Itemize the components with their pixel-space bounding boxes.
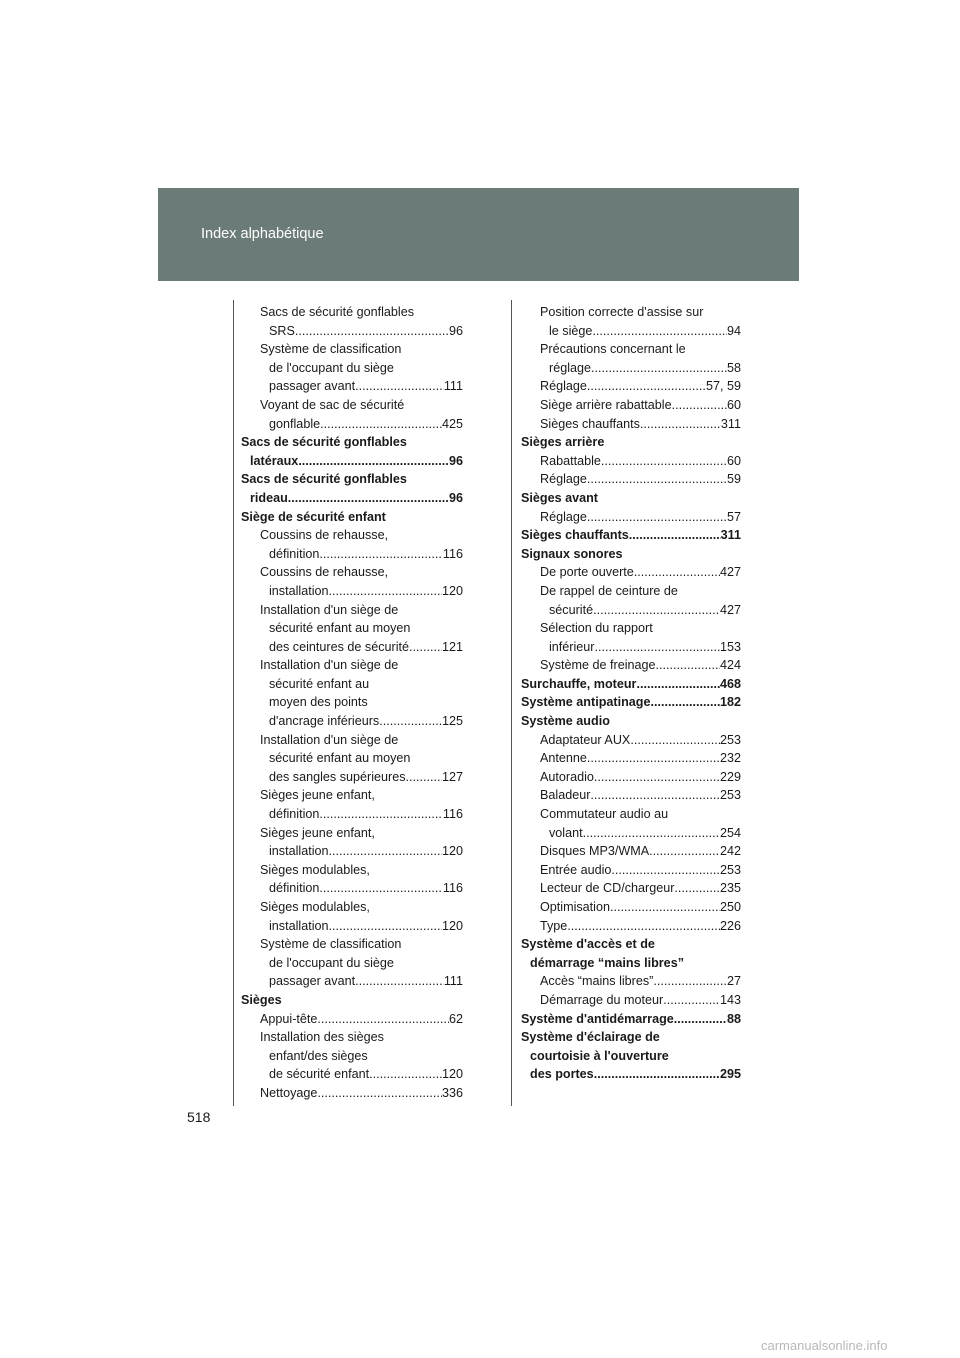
index-entry-text: Sacs de sécurité gonflables [241, 435, 407, 450]
index-entry-text: Système audio [521, 714, 610, 729]
index-column-right [521, 303, 741, 1084]
header-title: Index alphabétique [201, 226, 324, 242]
index-entry [521, 1028, 741, 1047]
index-entry-page: 242 [719, 844, 741, 859]
index-entry-text: Système d'antidémarrage [521, 1011, 674, 1026]
index-entry-text: Système antipatinage [521, 695, 651, 710]
index-entry-text: Entrée audio [540, 862, 612, 877]
index-entry [521, 972, 741, 991]
index-entry-text: Lecteur de CD/chargeur [540, 881, 675, 896]
index-entry-text: Sièges jeune enfant, [260, 825, 375, 840]
index-entry [521, 322, 741, 341]
index-entry-page: 96 [448, 490, 463, 505]
leader-dots [587, 508, 727, 527]
index-entry [241, 396, 463, 415]
index-entry-text: enfant/des sièges [269, 1048, 368, 1063]
index-entry-text: passager avant [269, 379, 356, 394]
index-entry-text: des sangles supérieures [269, 769, 406, 784]
index-entry-text: Coussins de rehausse, [260, 528, 389, 543]
index-entry [241, 1028, 463, 1047]
index-entry [521, 805, 741, 824]
index-entry [241, 601, 463, 620]
index-entry [241, 972, 463, 991]
index-entry [241, 693, 463, 712]
index-entry [241, 563, 463, 582]
index-entry-text: Système de classification [260, 937, 402, 952]
leader-dots [594, 768, 720, 787]
index-entry-text: réglage [549, 360, 592, 375]
index-entry-text: Siège de sécurité enfant [241, 509, 386, 524]
index-entry-text: Démarrage du moteur [540, 992, 664, 1007]
index-entry-text: Installation des sièges [260, 1030, 384, 1045]
index-entry [521, 526, 741, 545]
index-entry [521, 712, 741, 731]
index-entry [241, 489, 463, 508]
index-entry-text: Système de classification [260, 342, 402, 357]
index-entry [521, 340, 741, 359]
index-entry-text: Sièges avant [521, 490, 599, 505]
index-entry-text: des portes [530, 1067, 594, 1082]
index-entry-text: Réglage [540, 509, 587, 524]
index-entry-page: 235 [719, 881, 741, 896]
index-entry-text: Nettoyage [260, 1085, 318, 1100]
index-entry [521, 433, 741, 452]
index-entry [241, 805, 463, 824]
leader-dots [295, 322, 449, 341]
leader-dots [674, 1010, 727, 1029]
leader-dots [319, 545, 443, 564]
index-entry [521, 415, 741, 434]
index-entry [241, 712, 463, 731]
index-entry-text: le siège [549, 323, 593, 338]
index-entry [521, 898, 741, 917]
index-entry-text: d'ancrage inférieurs [269, 714, 380, 729]
leader-dots [610, 898, 720, 917]
index-entry-page: 254 [719, 825, 741, 840]
index-entry [241, 842, 463, 861]
index-entry-text: Adaptateur AUX [540, 732, 631, 747]
index-entry [241, 898, 463, 917]
index-entry-text: Coussins de rehausse, [260, 565, 389, 580]
index-entry-text: Surchauffe, moteur [521, 676, 637, 691]
index-entry-text: Sièges modulables, [260, 862, 370, 877]
index-entry [241, 768, 463, 787]
index-entry [241, 1047, 463, 1066]
index-entry-text: Réglage [540, 472, 587, 487]
leader-dots [650, 693, 720, 712]
leader-dots [329, 842, 442, 861]
index-entry [241, 786, 463, 805]
index-entry-page: 250 [719, 900, 741, 914]
index-entry-page: 229 [719, 769, 741, 784]
index-entry [521, 303, 741, 322]
leader-dots [355, 972, 444, 991]
index-entry-text: Sièges chauffants [540, 416, 640, 431]
index-entry [521, 879, 741, 898]
index-entry-text: Type [540, 918, 568, 933]
leader-dots [319, 879, 443, 898]
index-entry-text: installation [269, 583, 329, 598]
index-entry-text: De rappel de ceinture de [540, 583, 678, 598]
index-entry [241, 526, 463, 545]
leader-dots [317, 1084, 442, 1103]
index-entry-text: Commutateur audio au [540, 807, 669, 822]
index-entry [241, 675, 463, 694]
leader-dots [592, 322, 727, 341]
index-entry [241, 322, 463, 341]
leader-dots [634, 563, 720, 582]
index-entry [521, 396, 741, 415]
index-entry-page: 57 [726, 509, 741, 524]
leader-dots [590, 786, 720, 805]
leader-dots [583, 824, 720, 843]
index-entry-page: 58 [726, 360, 741, 375]
index-entry-text: définition [269, 546, 320, 561]
index-entry-text: Sièges chauffants [521, 528, 629, 543]
index-entry-text: passager avant [269, 974, 356, 989]
index-entry-page: 424 [719, 658, 741, 673]
index-entry-page: 425 [441, 416, 463, 431]
index-entry [241, 935, 463, 954]
leader-dots [663, 991, 720, 1010]
index-entry [521, 749, 741, 768]
index-entry-text: sécurité [549, 602, 594, 617]
index-entry-page: 57, 59 [705, 379, 741, 394]
index-entry-text: Siège arrière rabattable [540, 397, 672, 412]
index-entry-text: Antenne [540, 751, 587, 766]
index-entry [241, 545, 463, 564]
index-entry-text: de sécurité enfant [269, 1067, 370, 1082]
index-entry-text: définition [269, 881, 320, 896]
index-entry-page: 468 [719, 676, 741, 691]
index-entry [241, 359, 463, 378]
index-entry-text: moyen des points [269, 695, 368, 710]
index-entry-text: De porte ouverte [540, 565, 634, 580]
index-entry [241, 749, 463, 768]
index-entry [241, 731, 463, 750]
index-entry-page: 143 [719, 992, 741, 1007]
index-entry-text: Sièges jeune enfant, [260, 788, 375, 803]
index-entry-page: 96 [448, 323, 463, 338]
index-entry [521, 638, 741, 657]
index-entry-page: 27 [726, 974, 741, 989]
index-entry-text: inférieur [549, 639, 595, 654]
index-entry-page: 60 [726, 397, 741, 412]
page-number: 518 [187, 1109, 211, 1125]
index-entry [521, 601, 741, 620]
index-entry-text: installation [269, 918, 329, 933]
index-entry [521, 935, 741, 954]
leader-dots [379, 712, 442, 731]
index-entry [521, 991, 741, 1010]
leader-dots [319, 805, 443, 824]
index-entry-text: sécurité enfant au moyen [269, 621, 411, 636]
leader-dots [591, 359, 727, 378]
index-entry-page: 226 [719, 918, 741, 933]
index-entry [241, 377, 463, 396]
index-entry-text: Système d'accès et de [521, 937, 655, 952]
leader-dots [649, 842, 720, 861]
index-entry-page: 253 [719, 862, 741, 877]
index-entry [521, 861, 741, 880]
index-entry [241, 433, 463, 452]
index-entry-page: 111 [443, 974, 463, 989]
header-band [158, 188, 799, 281]
watermark: carmanualsonline.info [761, 1338, 888, 1353]
index-entry-page: 427 [719, 565, 741, 580]
index-entry [241, 1010, 463, 1029]
leader-dots [653, 972, 727, 991]
index-entry-page: 427 [719, 602, 741, 617]
index-entry [521, 1010, 741, 1029]
index-entry-page: 94 [726, 323, 741, 338]
index-entry-page: 121 [441, 639, 463, 654]
index-entry [241, 303, 463, 322]
index-entry-text: Accès “mains libres” [540, 974, 654, 989]
leader-dots [630, 731, 720, 750]
index-entry [521, 786, 741, 805]
index-entry-text: Sièges modulables, [260, 900, 370, 914]
index-entry [521, 731, 741, 750]
index-entry-page: 311 [720, 528, 741, 543]
leader-dots [595, 638, 720, 657]
leader-dots [629, 526, 721, 545]
index-entry [241, 582, 463, 601]
index-entry-text: définition [269, 807, 320, 822]
index-entry-text: rideau [250, 490, 288, 505]
index-entry [521, 545, 741, 564]
leader-dots [298, 452, 449, 471]
leader-dots [594, 1065, 720, 1084]
leader-dots [611, 861, 720, 880]
index-entry [521, 768, 741, 787]
leader-dots [593, 601, 720, 620]
index-entry-page: 153 [719, 639, 741, 654]
leader-dots [406, 768, 442, 787]
index-entry-text: Signaux sonores [521, 546, 623, 561]
index-entry-text: Optimisation [540, 900, 610, 914]
index-entry [241, 656, 463, 675]
leader-dots [329, 917, 442, 936]
index-entry-text: Sacs de sécurité gonflables [260, 305, 415, 319]
index-entry-text: Système d'éclairage de [521, 1030, 660, 1045]
leader-dots [320, 415, 442, 434]
index-entry-text: Réglage [540, 379, 587, 394]
index-entry [241, 917, 463, 936]
index-entry-page: 232 [719, 751, 741, 766]
index-entry-page: 116 [442, 546, 463, 561]
index-entry-page: 116 [442, 807, 463, 822]
leader-dots [587, 377, 706, 396]
index-entry [521, 693, 741, 712]
index-entry [241, 508, 463, 527]
index-entry-text: Disques MP3/WMA [540, 844, 650, 859]
index-entry-text: Rabattable [540, 453, 601, 468]
index-entry [521, 377, 741, 396]
index-entry-text: des ceintures de sécurité [269, 639, 410, 654]
index-entry [241, 638, 463, 657]
index-entry-text: Sélection du rapport [540, 621, 653, 636]
index-entry [521, 954, 741, 973]
index-entry-text: Sièges [241, 992, 282, 1007]
index-entry-text: courtoisie à l'ouverture [530, 1048, 669, 1063]
index-entry-text: Système de freinage [540, 658, 656, 673]
index-entry [521, 582, 741, 601]
index-entry [521, 452, 741, 471]
index-entry [521, 359, 741, 378]
index-entry [521, 563, 741, 582]
index-entry [521, 1065, 741, 1084]
index-entry [521, 675, 741, 694]
index-entry-text: Appui-tête [260, 1011, 318, 1026]
index-entry [241, 340, 463, 359]
index-entry-page: 111 [443, 379, 463, 394]
index-entry [521, 917, 741, 936]
index-entry-text: sécurité enfant au moyen [269, 751, 411, 766]
index-entry-page: 311 [720, 416, 741, 431]
index-entry [241, 415, 463, 434]
index-entry-text: Sièges arrière [521, 435, 605, 450]
index-entry-page: 253 [719, 732, 741, 747]
index-entry [241, 470, 463, 489]
leader-dots [409, 638, 442, 657]
index-entry-page: 125 [441, 714, 463, 729]
index-entry-text: latéraux [250, 453, 299, 468]
index-entry-page: 60 [726, 453, 741, 468]
index-entry [241, 1084, 463, 1103]
index-entry-text: Installation d'un siège de [260, 732, 399, 747]
index-entry-page: 59 [726, 472, 741, 487]
index-entry-text: SRS [269, 323, 295, 338]
index-entry-text: Voyant de sac de sécurité [260, 397, 405, 412]
leader-dots [355, 377, 444, 396]
index-entry [241, 824, 463, 843]
index-entry-text: Précautions concernant le [540, 342, 686, 357]
index-entry [241, 1065, 463, 1084]
leader-dots [587, 749, 720, 768]
index-entry-text: de l'occupant du siège [269, 955, 394, 970]
leader-dots [329, 582, 442, 601]
index-entry [241, 991, 463, 1010]
index-entry [241, 452, 463, 471]
index-entry-page: 96 [448, 453, 463, 468]
index-entry-page: 120 [441, 583, 463, 598]
index-entry-text: démarrage “mains libres” [530, 955, 684, 970]
index-entry [241, 619, 463, 638]
index-entry [241, 879, 463, 898]
index-entry [521, 842, 741, 861]
index-entry-page: 120 [441, 844, 463, 859]
index-entry [521, 656, 741, 675]
index-entry-text: installation [269, 844, 329, 859]
index-entry-text: de l'occupant du siège [269, 360, 394, 375]
index-entry-text: Sacs de sécurité gonflables [241, 472, 407, 487]
index-entry [521, 824, 741, 843]
index-entry [241, 861, 463, 880]
index-column-left [241, 303, 463, 1103]
leader-dots [288, 489, 449, 508]
index-entry-text: volant [549, 825, 583, 840]
leader-dots [587, 470, 727, 489]
index-entry-text: Installation d'un siège de [260, 658, 399, 673]
leader-dots [369, 1065, 442, 1084]
column-divider-left [233, 300, 234, 1106]
leader-dots [640, 415, 721, 434]
index-entry [521, 508, 741, 527]
index-entry-page: 182 [719, 695, 741, 710]
index-entry-page: 62 [448, 1011, 463, 1026]
index-entry-page: 88 [726, 1011, 741, 1026]
index-entry-text: gonflable [269, 416, 321, 431]
index-entry-page: 295 [719, 1067, 741, 1082]
leader-dots [656, 656, 720, 675]
index-entry-page: 120 [441, 918, 463, 933]
index-entry [241, 954, 463, 973]
index-entry [521, 489, 741, 508]
index-entry-text: Position correcte d'assise sur [540, 305, 704, 319]
leader-dots [636, 675, 720, 694]
leader-dots [601, 452, 727, 471]
index-entry-page: 116 [442, 881, 463, 896]
index-entry [521, 619, 741, 638]
column-divider-middle [511, 300, 512, 1106]
index-entry-page: 336 [441, 1085, 463, 1100]
leader-dots [317, 1010, 449, 1029]
index-entry-text: Baladeur [540, 788, 591, 803]
index-entry-text: Autoradio [540, 769, 594, 784]
index-entry [521, 470, 741, 489]
leader-dots [674, 879, 720, 898]
leader-dots [567, 917, 720, 936]
leader-dots [672, 396, 727, 415]
index-entry-page: 120 [441, 1067, 463, 1082]
index-entry-page: 253 [719, 788, 741, 803]
index-entry-text: Installation d'un siège de [260, 602, 399, 617]
index-entry-text: sécurité enfant au [269, 676, 370, 691]
index-entry-page: 127 [441, 769, 463, 784]
index-entry [521, 1047, 741, 1066]
